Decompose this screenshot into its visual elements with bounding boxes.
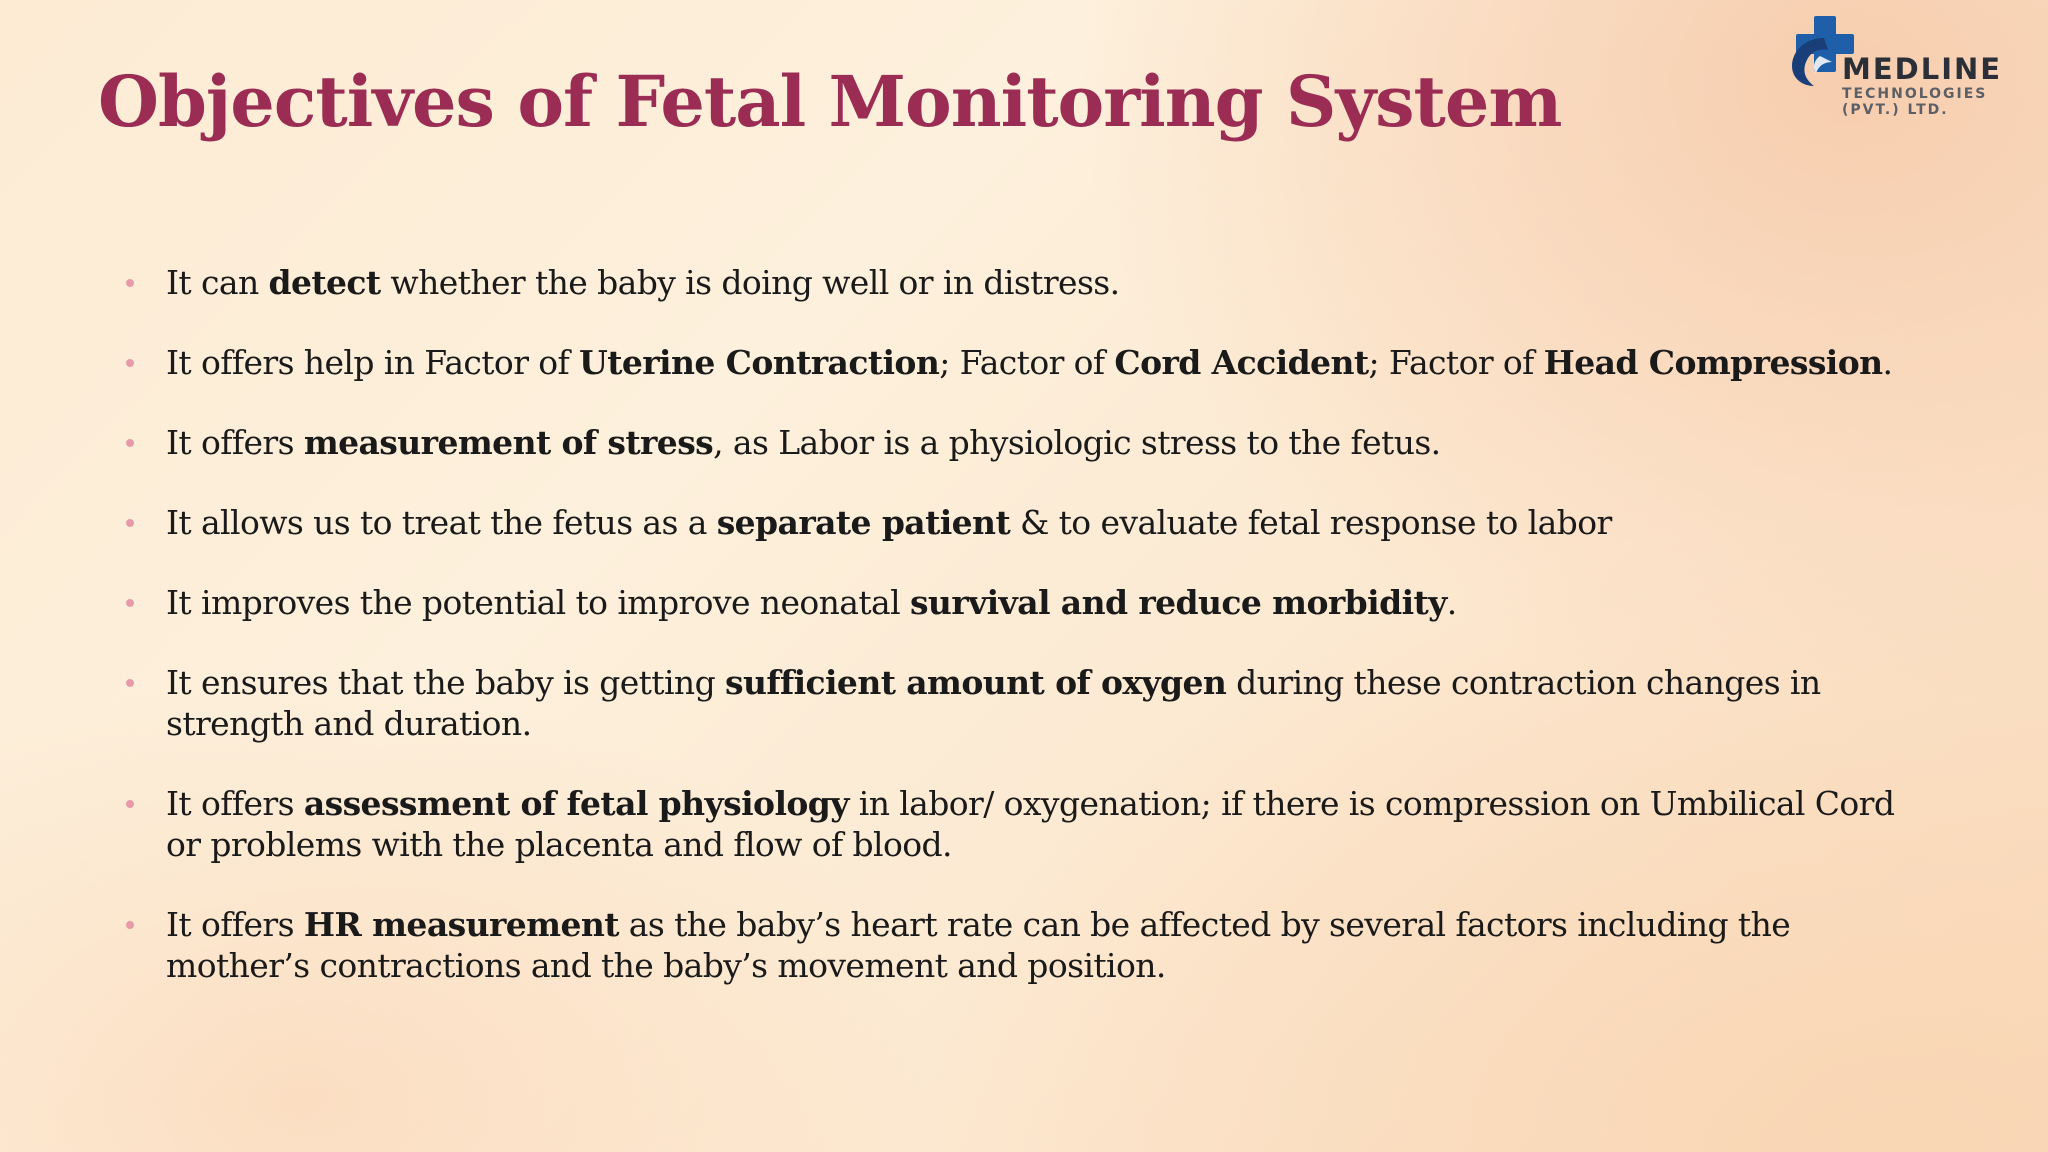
bullet-dot-icon — [126, 921, 134, 929]
bullet-emphasis: survival and reduce morbidity — [909, 583, 1447, 622]
bullet-dot-icon — [126, 279, 134, 287]
bullet-item — [126, 262, 1926, 303]
bullet-emphasis: sufficient amount of oxygen — [725, 663, 1227, 702]
bullet-text: ; Factor of — [1368, 343, 1544, 382]
logo-subtitle-line1: TECHNOLOGIES — [1842, 86, 1988, 102]
bullet-emphasis: Uterine Contraction — [579, 343, 940, 382]
bullet-text: . — [1882, 343, 1893, 382]
medline-logo — [1782, 8, 2040, 126]
slide-title: Objectives of Fetal Monitoring System — [98, 60, 1562, 143]
bullet-emphasis: Cord Accident — [1114, 343, 1369, 382]
bullet-dot-icon — [126, 519, 134, 527]
bullet-text: ; Factor of — [939, 343, 1115, 382]
bullet-emphasis: HR measurement — [303, 905, 619, 944]
bullet-dot-icon — [126, 359, 134, 367]
bullet-emphasis: measurement of stress — [303, 423, 714, 462]
bullet-text: . — [1446, 583, 1457, 622]
bullet-text: in labor/ oxygenation; if there is compression on Umbilical Cord or problems with the placenta and flow of blood. — [166, 784, 1895, 864]
logo-brand-text: MEDLINE — [1842, 52, 2003, 86]
bullet-item — [126, 662, 1926, 744]
bullet-text: , as Labor is a physiologic stress to the fetus. — [713, 423, 1441, 462]
bullet-text: It ensures that the baby is getting — [166, 663, 725, 702]
bullet-text: It can — [166, 263, 269, 302]
bullet-dot-icon — [126, 679, 134, 687]
bullet-item — [126, 582, 1926, 623]
bullet-text: It offers help in Factor of — [166, 343, 580, 382]
bullet-emphasis: detect — [268, 263, 381, 302]
bullet-item — [126, 422, 1926, 463]
bullet-text: during these contraction changes in strength and duration. — [166, 663, 1821, 743]
bullet-item — [126, 783, 1926, 865]
bullet-text: whether the baby is doing well or in distress. — [380, 263, 1120, 302]
bullet-text: It offers — [166, 423, 304, 462]
bullet-item — [126, 904, 1926, 986]
bullet-item — [126, 502, 1926, 543]
bullet-dot-icon — [126, 439, 134, 447]
bullet-text: It allows us to treat the fetus as a — [166, 503, 717, 542]
bullet-text: It offers — [166, 784, 304, 823]
bullet-dot-icon — [126, 800, 134, 808]
bullet-text: It improves the potential to improve neonatal — [166, 583, 910, 622]
bullet-emphasis: assessment of fetal physiology — [303, 784, 849, 823]
bullet-text: & to evaluate fetal response to labor — [1010, 503, 1612, 542]
bullet-emphasis: Head Compression — [1543, 343, 1883, 382]
bullet-text: It offers — [166, 905, 304, 944]
bullet-item — [126, 342, 1926, 383]
bullet-emphasis: separate patient — [716, 503, 1011, 542]
objectives-bullet-list — [126, 262, 1926, 1025]
bullet-text: as the baby’s heart rate can be affected by several factors including the mother’s contractions and the baby’s movement and position. — [166, 905, 1791, 985]
logo-subtitle-line2: (PVT.) LTD. — [1842, 102, 1949, 118]
bullet-dot-icon — [126, 599, 134, 607]
